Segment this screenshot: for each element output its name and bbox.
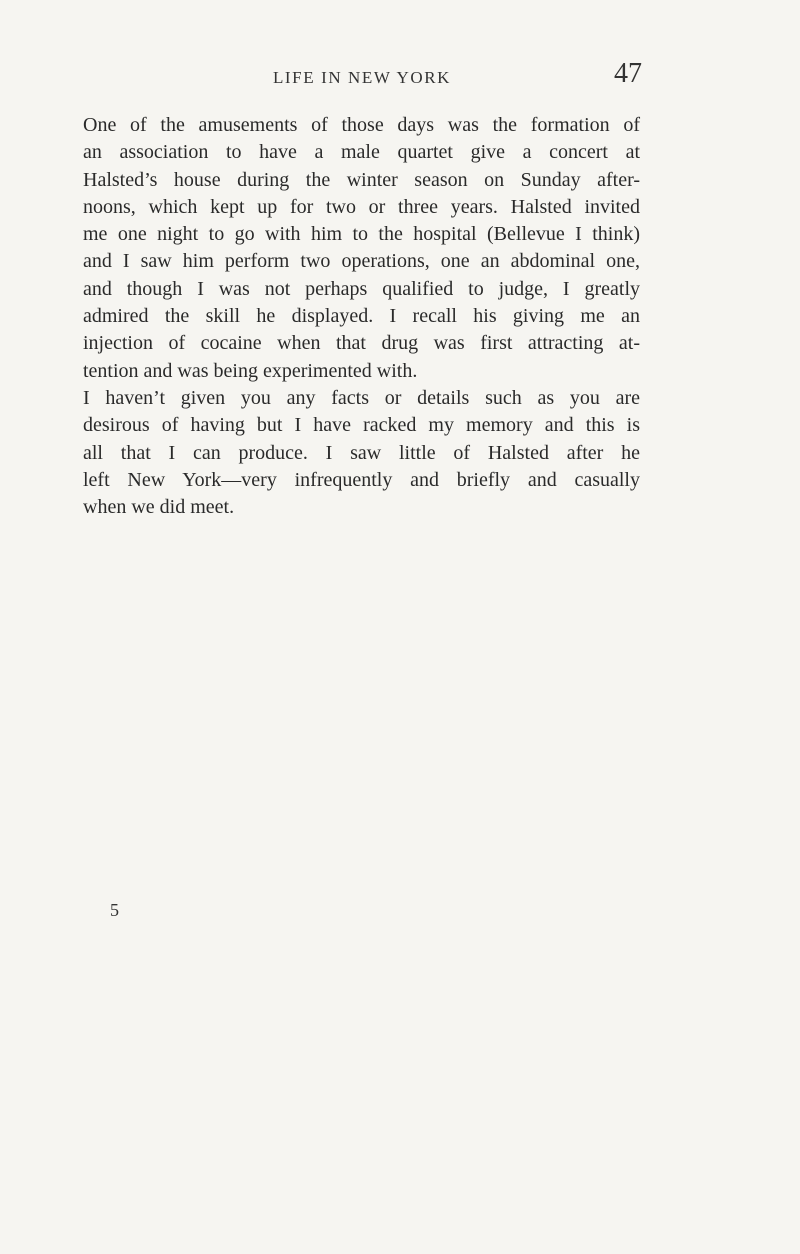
text-line: admired the skill he displayed. I recall his giving me an — [83, 305, 640, 328]
text-line: and I saw him perform two operations, one an abdominal one, — [83, 250, 640, 273]
text-line: One of the amusements of those days was the formation of — [83, 114, 640, 136]
text-line: injection of cocaine when that drug was first attracting at- — [83, 332, 640, 355]
page-number: 47 — [614, 58, 642, 89]
text-line: desirous of having but I have racked my memory and this is — [83, 414, 640, 437]
running-title: LIFE IN NEW YORK — [272, 68, 452, 87]
text-line: all that I can produce. I saw little of Halsted after he — [83, 441, 640, 464]
text-line: an association to have a male quartet give a concert at — [83, 141, 640, 164]
body-text — [83, 112, 640, 521]
signature-mark: 5 — [110, 900, 119, 920]
text-line: and though I was not perhaps qualified to judge, I greatly — [83, 277, 640, 300]
text-line: left New York—very infrequently and briefly and casually — [83, 468, 640, 491]
text-line: Halsted’s house during the winter season on Sunday after- — [83, 168, 640, 191]
text-line: when we did meet. — [83, 496, 235, 519]
text-line: me one night to go with him to the hospital (Bellevue I think) — [83, 223, 640, 246]
text-line: noons, which kept up for two or three years. Halsted invited — [83, 195, 640, 218]
text-line: tention and was being experimented with. — [83, 359, 418, 382]
text-line: I haven’t given you any facts or details such as you are — [83, 386, 640, 409]
running-header — [82, 60, 642, 100]
